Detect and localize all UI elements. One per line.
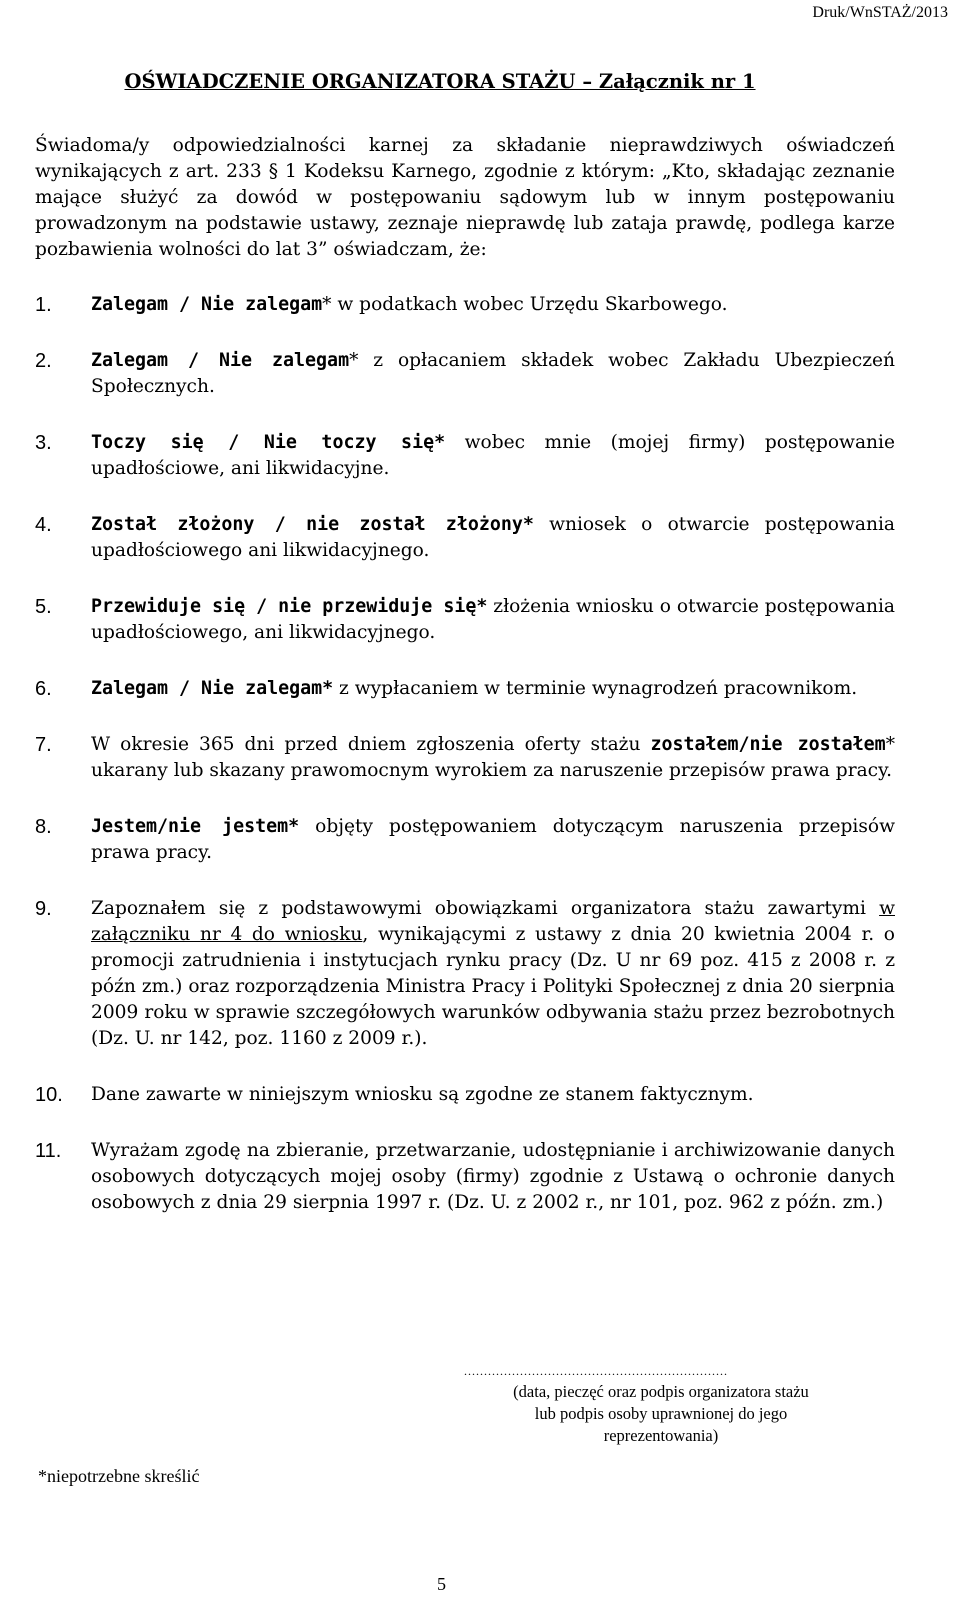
- declaration-item: [35, 512, 895, 564]
- declaration-item: [35, 1082, 895, 1108]
- declaration-item: [35, 676, 895, 702]
- item-text-lead: Zapoznałem się z podstawowymi obowiązkami organizatora stażu zawartymi: [91, 898, 880, 919]
- declaration-item: [35, 430, 895, 482]
- item-text-rest: Wyrażam zgodę na zbieranie, przetwarzanie, udostępnianie i archiwizowanie danych osobowych dotyczących mojej osoby (firmy) zgodnie z Ustawą o ochronie danych osobowych z dnia 29 sierpnia 1997 r. (Dz. U. z 2002 r., nr 101, poz. 962 z późn. zm.): [91, 1140, 895, 1213]
- item-text: [91, 594, 895, 646]
- item-text-rest: , wynikającymi z ustawy z dnia 20 kwietnia 2004 r. o promocji zatrudnienia i instytucjach rynku pracy (Dz. U nr 69 poz. 415 z 2008 r. z późn zm.) oraz rozporządzenia Ministra Pracy i Polityki Społecznej z dnia 20 sierpnia 2009 roku w sprawie szczegółowych warunków odbywania stażu przez bezrobotnych (Dz. U. nr 142, poz. 1160 z 2009 r.).: [91, 924, 896, 1049]
- item-text-rest: * z opłacaniem składek wobec Zakładu Ubezpieczeń Społecznych.: [91, 350, 895, 397]
- item-text: [91, 1138, 895, 1216]
- item-number: 8.: [35, 816, 52, 838]
- item-text-rest: z wypłacaniem w terminie wynagrodzeń pracownikom.: [333, 678, 858, 699]
- item-choice-text: Zalegam / Nie zalegam*: [91, 678, 334, 699]
- signature-caption-line: lub podpis osoby uprawnionej do jego: [534, 1404, 788, 1423]
- item-number: 6.: [35, 678, 52, 700]
- item-choice-text: Toczy się / Nie toczy się*: [91, 432, 446, 453]
- item-number: 5.: [35, 596, 52, 618]
- declaration-item: [35, 292, 895, 318]
- item-choice-text: Został złożony / nie został złożony*: [91, 514, 534, 535]
- item-choice-text: zostałem/nie zostałem: [650, 734, 886, 755]
- signature-line: ..................................................................: [464, 1364, 728, 1378]
- item-text: [91, 1082, 895, 1108]
- declaration-item: [35, 896, 895, 1052]
- item-text-rest: * w podatkach wobec Urzędu Skarbowego.: [322, 294, 728, 315]
- item-number: 9.: [35, 898, 52, 920]
- item-text-lead: W okresie 365 dni przed dniem zgłoszenia oferty stażu: [91, 734, 651, 755]
- item-text: [91, 512, 895, 564]
- item-choice-text: Jestem/nie jestem*: [91, 816, 300, 837]
- signature-caption-line: reprezentowania): [603, 1426, 719, 1445]
- item-text-rest: złożenia wniosku o otwarcie postępowania upadłościowego, ani likwidacyjnego.: [91, 596, 895, 643]
- item-number: 3.: [35, 432, 52, 454]
- item-number: 2.: [35, 350, 52, 372]
- declaration-list: [35, 292, 895, 1246]
- page-number: 5: [437, 1574, 446, 1594]
- signature-caption-line: (data, pieczęć oraz podpis organizatora stażu: [513, 1382, 809, 1401]
- item-choice-text: Przewiduje się / nie przewiduje się*: [91, 596, 488, 617]
- item-text-rest: objęty postępowaniem dotyczącym naruszenia przepisów prawa pracy.: [91, 816, 895, 863]
- footnote: *niepotrzebne skreślić: [38, 1466, 200, 1486]
- item-text-rest: * ukarany lub skazany prawomocnym wyrokiem za naruszenie przepisów prawa pracy.: [91, 734, 895, 781]
- item-text: [91, 292, 895, 318]
- item-number: 1.: [35, 294, 52, 316]
- declaration-item: [35, 732, 895, 784]
- item-text-rest: wobec mnie (mojej firmy) postępowanie upadłościowe, ani likwidacyjne.: [91, 432, 895, 479]
- item-number: 7.: [35, 734, 52, 756]
- item-choice-text: Zalegam / Nie zalegam: [91, 350, 350, 371]
- signature-caption: [461, 1381, 861, 1447]
- document-title: OŚWIADCZENIE ORGANIZATORA STAŻU – Załącznik nr 1: [124, 70, 756, 93]
- item-text: [91, 348, 895, 400]
- declaration-item: [35, 814, 895, 866]
- declaration-item: [35, 1138, 895, 1216]
- item-text: [91, 732, 895, 784]
- item-choice-text: Zalegam / Nie zalegam: [91, 294, 323, 315]
- item-number: 10.: [35, 1084, 63, 1106]
- item-text: [91, 676, 895, 702]
- declaration-item: [35, 348, 895, 400]
- item-underlined-text: w załączniku nr 4 do wniosku: [91, 898, 895, 945]
- intro-paragraph: Świadoma/y odpowiedzialności karnej za składanie nieprawdziwych oświadczeń wynikających z art. 233 § 1 Kodeksu Karnego, zgodnie z którym: „Kto, składając zeznanie mające służyć za dowód w postępowaniu sądowym lub w innym postępowaniu prowadzonym na podstawie ustawy, zeznaje nieprawdę lub zataja prawdę, podlega karze pozbawienia wolności do lat 3” oświadczam, że:: [35, 135, 895, 260]
- declaration-item: [35, 594, 895, 646]
- item-text-rest: wniosek o otwarcie postępowania upadłościowego ani likwidacyjnego.: [91, 514, 895, 561]
- item-text: [91, 814, 895, 866]
- item-number: 11.: [35, 1140, 62, 1162]
- item-text: [91, 896, 895, 1052]
- item-text: [91, 430, 895, 482]
- form-reference: Druk/WnSTAŻ/2013: [812, 4, 948, 21]
- item-number: 4.: [35, 514, 52, 536]
- item-text-rest: Dane zawarte w niniejszym wniosku są zgodne ze stanem faktycznym.: [91, 1084, 754, 1105]
